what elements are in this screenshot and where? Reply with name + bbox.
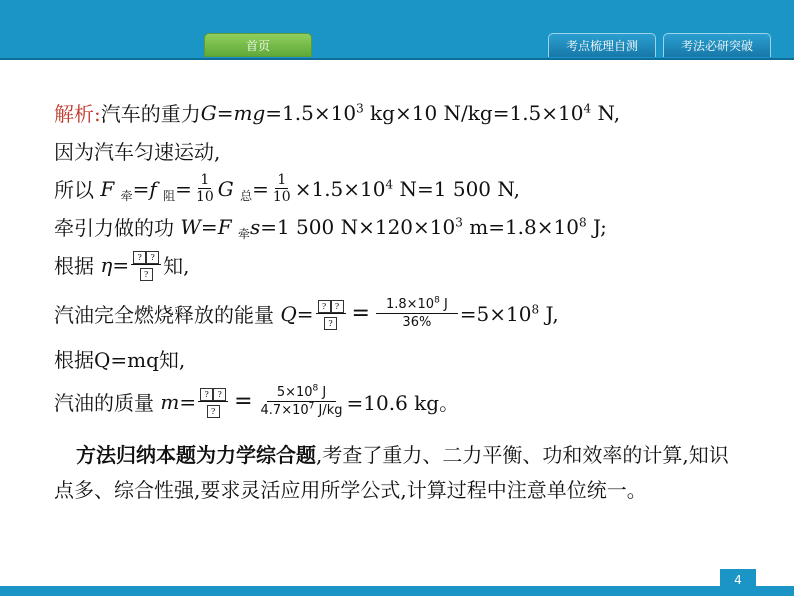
top-banner [0,0,794,60]
summary-heading: 方法归纳本题为力学综合题 [76,443,316,467]
tab-method-study[interactable]: 考法必研突破 [663,33,771,57]
solution-label: 解析: [54,102,101,126]
tab-review-test[interactable]: 考点梳理自测 [548,33,656,57]
line-6: 汽油完全燃烧释放的能量 Q= $\frac{? ?}{?}$ = $\frac{1.8\times 10^8 J}{36\%}$ $=5\times 10^8$ J, [54,295,559,330]
line-1: 解析: 汽车的重力 $G=mg=1.5\times 10^3$ kg×10 $N/kg=1.5\times 10^4$ N, [54,98,620,127]
line-8: 汽油的质量 m= $\frac{? ?}{?}$ = $\frac{5\times 10^8 J}{4.7\times 10^7 J/kg}$ =10.6 kg。 [54,383,460,418]
line-4: 牵引力做的功 W=F $_牵$s=1 500 $N\times 120\times 10^3$ $m=1.8\times 10^8$ J; [54,214,607,241]
page-number: 4 [720,569,756,591]
line-3: 所以 F $_牵$=f $_阻$= $\frac{1}{10}$ G $_总$= $\frac{1}{10}$ $\times 1.5\times 10^4$ N=1 500 N, [54,172,520,205]
bottom-banner [0,586,794,596]
summary-text: ,考查了重力、二力平衡、功和效率的计算,知识点多、综合性强,要求灵活应用所学公式,计算过程中注意单位统一。 [54,443,729,502]
method-summary [54,438,744,508]
line-2: 因为汽车匀速运动, [54,140,221,164]
line-7: 根据Q=mq知, [54,348,186,372]
home-button[interactable]: 首页 [204,33,312,57]
line-5: 根据 η= $\frac{? ?}{?}$ 知, [54,248,189,281]
